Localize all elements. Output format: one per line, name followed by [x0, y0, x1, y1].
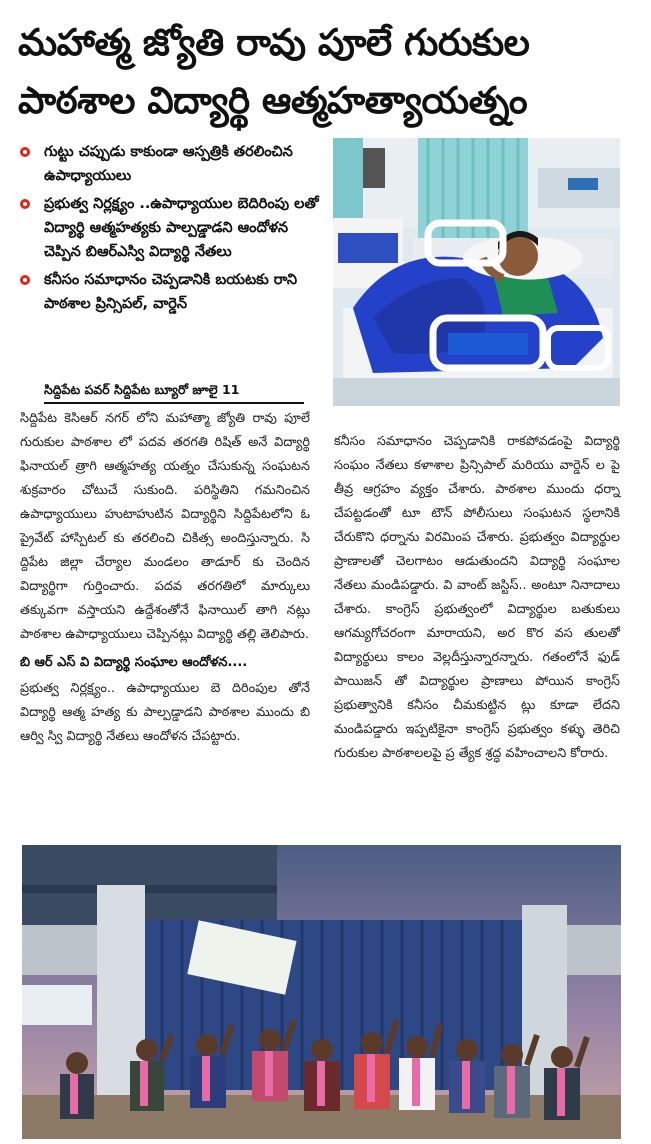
- article-paragraph: ప్రభుత్వ నిర్లక్ష్యం.. ఉపాధ్యాయుల బె దిరింపుల తోనే విద్యార్థి ఆత్మ హత్య కు పాల్పడ్డాడని పాఠశాల ముందు బి ఆర్వి స్వి విద్యార్థి నేతలు ఆందోళన చేపట్టారు.: [20, 681, 310, 744]
- bullet-item: [18, 192, 322, 264]
- bullet-text: ప్రభుత్వ నిర్లక్ష్యం ..ఉపాధ్యాయుల బెదిరింపు లతో విద్యార్థి ఆత్మహత్యకు పాల్పడ్డాడని ఆందోళన చెప్పిన బిఆర్ఎస్వి విద్యార్థి నేతలు: [44, 196, 319, 260]
- bullet-circle-icon: [20, 199, 30, 209]
- protest-photo: [22, 845, 621, 1139]
- article-subheading: బి ఆర్ ఎస్ వి విద్యార్థి సంఘాల ఆందోళన....: [20, 655, 248, 670]
- bullet-circle-icon: [20, 147, 30, 157]
- bullet-circle-icon: [20, 275, 30, 285]
- headline-line-2: పాఠశాల విద్యార్థి ఆత్మహత్యాయత్నం: [18, 79, 528, 122]
- bullet-list: [18, 140, 322, 320]
- article-column-left: [20, 407, 310, 749]
- dateline: సిద్దిపేట పవర్ సిద్దిపేట బ్యూరో జూలై 11: [44, 382, 304, 404]
- headline-line-1: మహాత్మ జ్యోతి రావు పూలే గురుకుల: [18, 21, 530, 64]
- article-paragraph: సిద్దిపేట కెసిఆర్ నగర్ లోని మహాత్మా జ్యోతి రావు పూలే గురుకుల పాఠశాల లో పదవ తరగతి రిషిత్ అనే విద్యార్థి ఫినాయల్ త్రాగి ఆత్మహత్య యత్నం చేసుకున్న సంఘటన శుక్రవారం చోటుచే సుకుంది. పరిస్థితిని గమనించిన ఉపాధ్యాయులు హుటాహుటిన విద్యార్థిని సిద్దిపేటలోని ఓ ప్రైవేట్ హాస్పిటల్ కు తరలించి చికిత్స అందిస్తున్నారు. సి ద్దిపేట జిల్లా చేర్యాల మండలం తాడూర్ కు చెందిన విద్యార్థిగా గుర్తించారు. పదవ తరగతిలో మార్కులు తక్కువగా వస్తాయని ఉద్దేశంతోనే ఫినాయిల్ తాగి నట్లు పాఠశాల ఉపాధ్యాయులు చెప్పినట్లు విద్యార్థి తల్లి తెలిపారు.: [20, 411, 310, 642]
- bullet-item: [18, 140, 322, 188]
- protest-photo-illustration: [22, 845, 621, 1139]
- headline: [18, 14, 638, 130]
- hospital-photo: [333, 138, 620, 406]
- bullet-item: [18, 268, 322, 316]
- bullet-text: కనీసం సమాధానం చెప్పడానికి బయటకు రాని పాఠశాల ప్రిన్సిపల్, వార్డెన్: [44, 272, 298, 312]
- bullet-text: గుట్టు చప్పుడు కాకుండా ఆస్పత్రికి తరలించిన ఉపాధ్యాయులు: [44, 144, 293, 184]
- hospital-photo-illustration: [333, 138, 620, 406]
- article-column-right: [334, 430, 620, 766]
- article-paragraph: కనీసం సమాధానం చెప్పడానికి రాకపోవడంపై విద్యార్థి సంఘం నేతలు కళాశాల ప్రిన్సిపాల్ మరియు వార్డెన్ ల పై తీవ్ర ఆగ్రహం వ్యక్తం చేశారు. పాఠశాల ముందు ధర్నా చేపట్టడంతో టూ టౌన్ పోలీసులు సంఘటన స్థలానికి చేరుకొని ధర్నాను విరమింప చేశారు. ప్రభుత్వం విద్యార్థుల ప్రాణాలతో చెలగాటం ఆడుతుందని విద్యార్థి సంఘాల నేతలు మండిపడ్డారు. వి వాంట్ జస్టిస్.. అంటూ నినాదాలు చేశారు. కాంగ్రెస్ ప్రభుత్వంలో విద్యార్థుల బతుకులు ఆగమ్యగోచరంగా మారాయని, అర కొర వస తులతో విద్యార్థులు కాలం వెల్లదీస్తున్నారన్నారు. గతంలోనే ఫుడ్ పాయిజన్ తో విద్యార్థుల ప్రాణాలు పోయిన కాంగ్రెస్ ప్రభుత్వానికి కనీసం చీమకుట్టిన ట్లు కూడా లేదని మండిపడ్డారు ఇప్పటికైనా కాంగ్రెస్ ప్రభుత్వం కళ్ళు తెరిచి గురుకుల పాఠశాలలపై ప్ర త్యేక శ్రద్ధ వహించాలని కోరారు.: [334, 434, 620, 761]
